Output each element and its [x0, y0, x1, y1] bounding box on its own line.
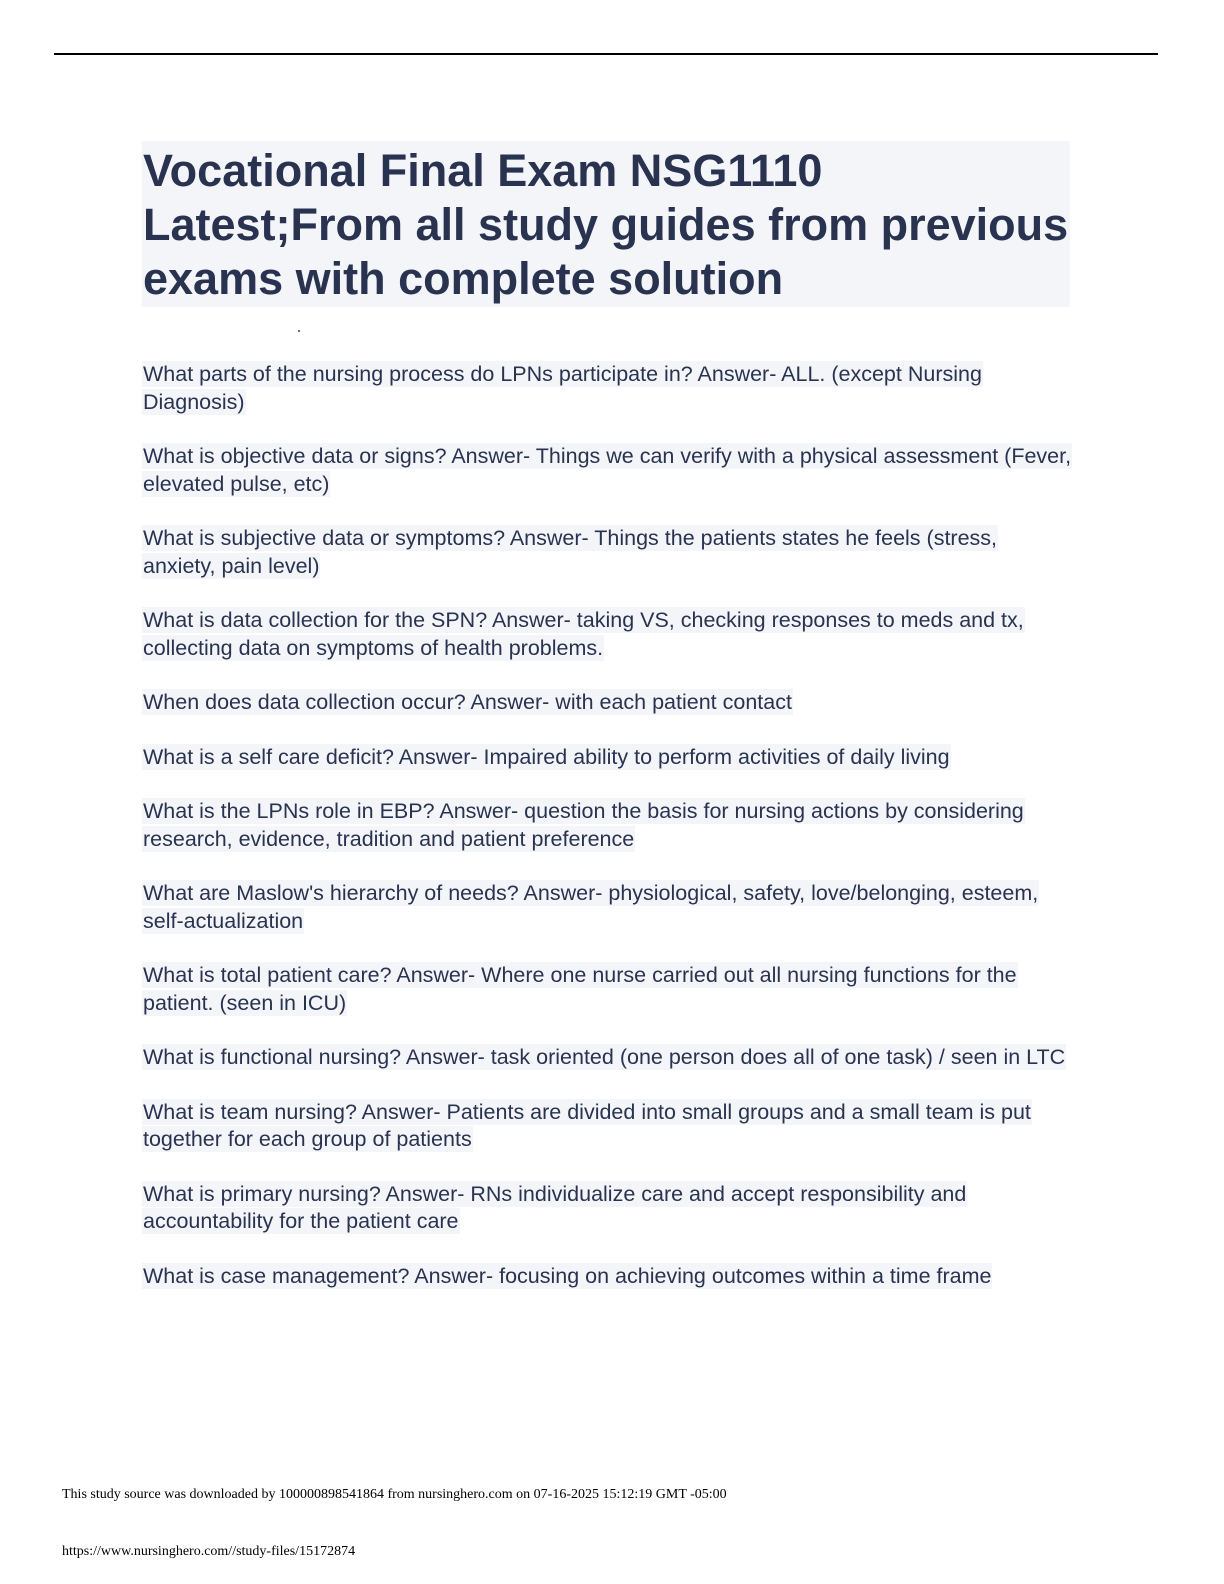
qa-text: What is a self care deficit? Answer- Impaired ability to perform activities of daily living [143, 744, 950, 769]
qa-text: What is objective data or signs? Answer- Things we can verify with a physical assessment (Fever, elevated pulse, etc) [143, 444, 1072, 496]
qa-item [142, 525, 1072, 580]
qa-item [142, 1044, 1072, 1072]
qa-item [142, 744, 1072, 772]
qa-list [142, 361, 1072, 1317]
qa-item [142, 689, 1072, 717]
qa-item [142, 1263, 1072, 1291]
footer-source-line: This study source was downloaded by 100000898541864 from nursinghero.com on 07-16-2025 15:12:19 GMT -05:00 [62, 1487, 727, 1502]
qa-item [142, 880, 1072, 935]
qa-text: What is functional nursing? Answer- task oriented (one person does all of one task) / seen in LTC [143, 1045, 1066, 1069]
qa-text: What is data collection for the SPN? Answer- taking VS, checking responses to meds and tx, collecting data on symptoms of health problems. [143, 608, 1024, 660]
top-rule [54, 53, 1158, 55]
qa-text: What is team nursing? Answer- Patients are divided into small groups and a small team is put together for each group of patients [143, 1099, 1031, 1151]
stray-dot [298, 330, 300, 332]
qa-item [142, 607, 1072, 662]
qa-text: What is subjective data or symptoms? Answer- Things the patients states he feels (stress, anxiety, pain level) [143, 526, 998, 578]
qa-item [142, 962, 1072, 1017]
qa-text: What is total patient care? Answer- Where one nurse carried out all nursing functions for the patient. (seen in ICU) [143, 963, 1017, 1015]
qa-text: When does data collection occur? Answer- with each patient contact [143, 690, 792, 714]
qa-text: What are Maslow's hierarchy of needs? Answer- physiological, safety, love/belonging, esteem, self-actualization [143, 881, 1039, 933]
footer-url[interactable]: https://www.nursinghero.com//study-files/15172874 [62, 1544, 356, 1559]
qa-text: What is the LPNs role in EBP? Answer- question the basis for nursing actions by considering research, evidence, tradition and patient preference [143, 799, 1024, 851]
qa-text: What is primary nursing? Answer- RNs individualize care and accept responsibility and accountability for the patient care [143, 1181, 967, 1233]
document-title: Vocational Final Exam NSG1110 Latest;From all study guides from previous exams with complete solution [143, 145, 1069, 304]
qa-item [142, 443, 1072, 498]
qa-text: What is case management? Answer- focusing on achieving outcomes within a time frame [143, 1263, 992, 1288]
qa-item [142, 1181, 1072, 1236]
qa-item [142, 798, 1072, 853]
title-block [142, 141, 1070, 307]
qa-item [142, 361, 1072, 416]
qa-item [142, 1099, 1072, 1154]
qa-text: What parts of the nursing process do LPNs participate in? Answer- ALL. (except Nursing Diagnosis) [143, 362, 982, 414]
